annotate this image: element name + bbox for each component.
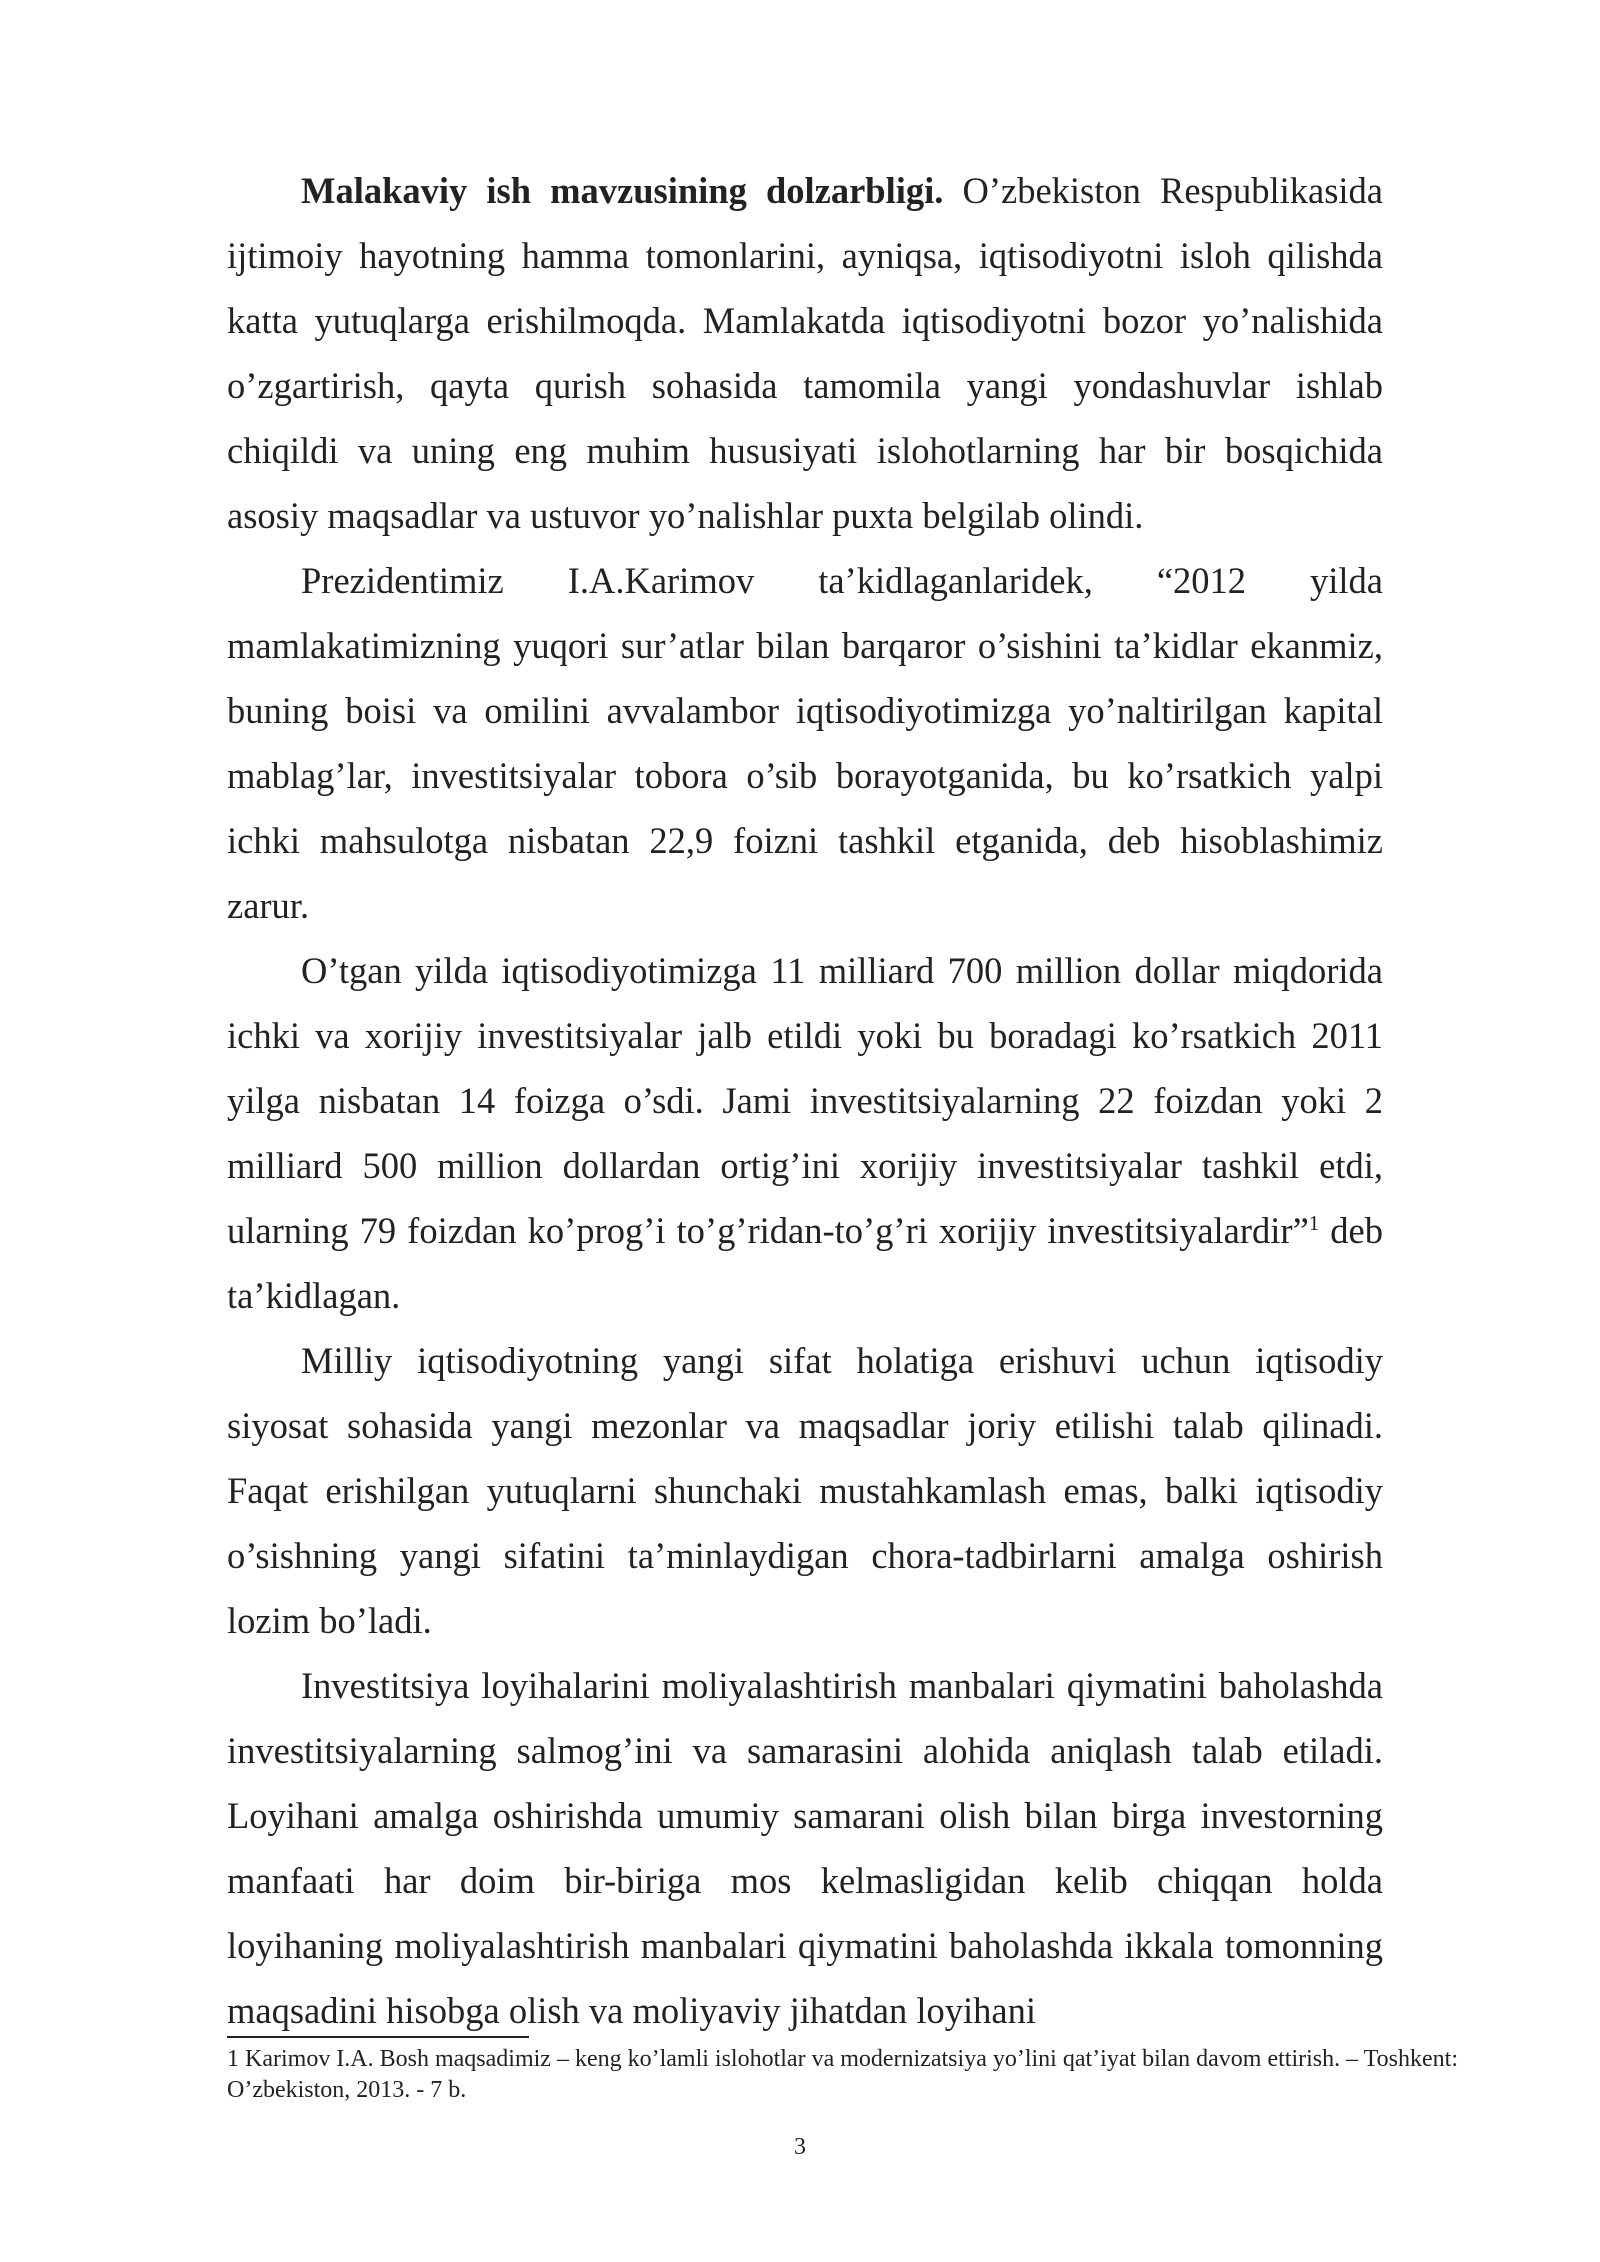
body-text [227, 158, 1383, 2043]
paragraph-text: O’zbekiston Respublikasida ijtimoiy hayotning hamma tomonlarini, ayniqsa, iqtisodiyotni isloh qilishda katta yutuqlarga erishilmoqda. Mamlakatda iqtisodiyotni bozor yo’nalishida o’zgartirish, qayta qurish sohasida tamomila yangi yondashuvlar ishlab chiqildi va uning eng muhim hususiyati islohotlarning har bir bosqichida asosiy maqsadlar va ustuvor yo’nalishlar puxta belgilab olindi. [227, 170, 1384, 536]
paragraph-text: deb ta’kidlagan. [227, 1210, 1384, 1316]
paragraph-economic-policy [227, 1328, 1383, 1653]
footnote: 1 Karimov I.A. Bosh maqsadimiz – keng ko’lamli islohotlar va modernizatsiya yo’lini qat’iyat bilan davom ettirish. – Toshkent: O’zbekiston, 2013. - 7 b. [227, 2046, 1458, 2103]
section-lead-heading: Malakaviy ish mavzusining dolzarbligi. [301, 170, 944, 211]
paragraph-text: Prezidentimiz I.A.Karimov ta’kidlaganlaridek, “2012 yilda mamlakatimizning yuqori sur’atlar bilan barqaror o’sishini ta’kidlar ekanmiz, buning boisi va omilini avvalambor iqtisodiyotimizga yo’naltirilgan kapital mablag’lar, investitsiyalar tobora o’sib borayotganida, bu ko’rsatkich yalpi ichki mahsulotga nisbatan 22,9 foizni tashkil etganida, deb hisoblashimiz zarur. [227, 560, 1383, 926]
paragraph-president-quote [227, 548, 1383, 938]
paragraph-text: Investitsiya loyihalarini moliyalashtirish manbalari qiymatini baholashda investitsiyalarning salmog’ini va samarasini alohida aniqlash talab etiladi. Loyihani amalga oshirishda umumiy samarani olish bilan birga investorning manfaati har doim bir-biriga mos kelmasligidan kelib chiqqan holda loyihaning moliyalashtirish manbalari qiymatini baholashda ikkala tomonning maqsadini hisobga olish va moliyaviy jihatdan loyihani [227, 1665, 1383, 2031]
paragraph-financing-sources [227, 1653, 1383, 2043]
paragraph-relevance [227, 158, 1383, 548]
paragraph-investment-figures [227, 938, 1383, 1328]
page-number: 3 [794, 2134, 806, 2160]
paragraph-text: O’tgan yilda iqtisodiyotimizga 11 milliard 700 million dollar miqdorida ichki va xorijiy investitsiyalar jalb etildi yoki bu boradagi ko’rsatkich 2011 yilga nisbatan 14 foizga o’sdi. Jami investitsiyalarning 22 foizdan yoki 2 milliard 500 million dollardan ortig’ini xorijiy investitsiyalar tashkil etdi, ularning 79 foizdan ko’prog’i to’g’ridan-to’g’ri xorijiy investitsiyalardir” [227, 950, 1383, 1251]
footnote-separator [227, 2036, 529, 2038]
footnote-reference: 1 [1308, 1210, 1320, 1235]
paragraph-text: Milliy iqtisodiyotning yangi sifat holatiga erishuvi uchun iqtisodiy siyosat sohasida yangi mezonlar va maqsadlar joriy etilishi talab qilinadi. Faqat erishilgan yutuqlarni shunchaki mustahkamlash emas, balki iqtisodiy o’sishning yangi sifatini ta’minlaydigan chora-tadbirlarni amalga oshirish lozim bo’ladi. [227, 1340, 1383, 1641]
